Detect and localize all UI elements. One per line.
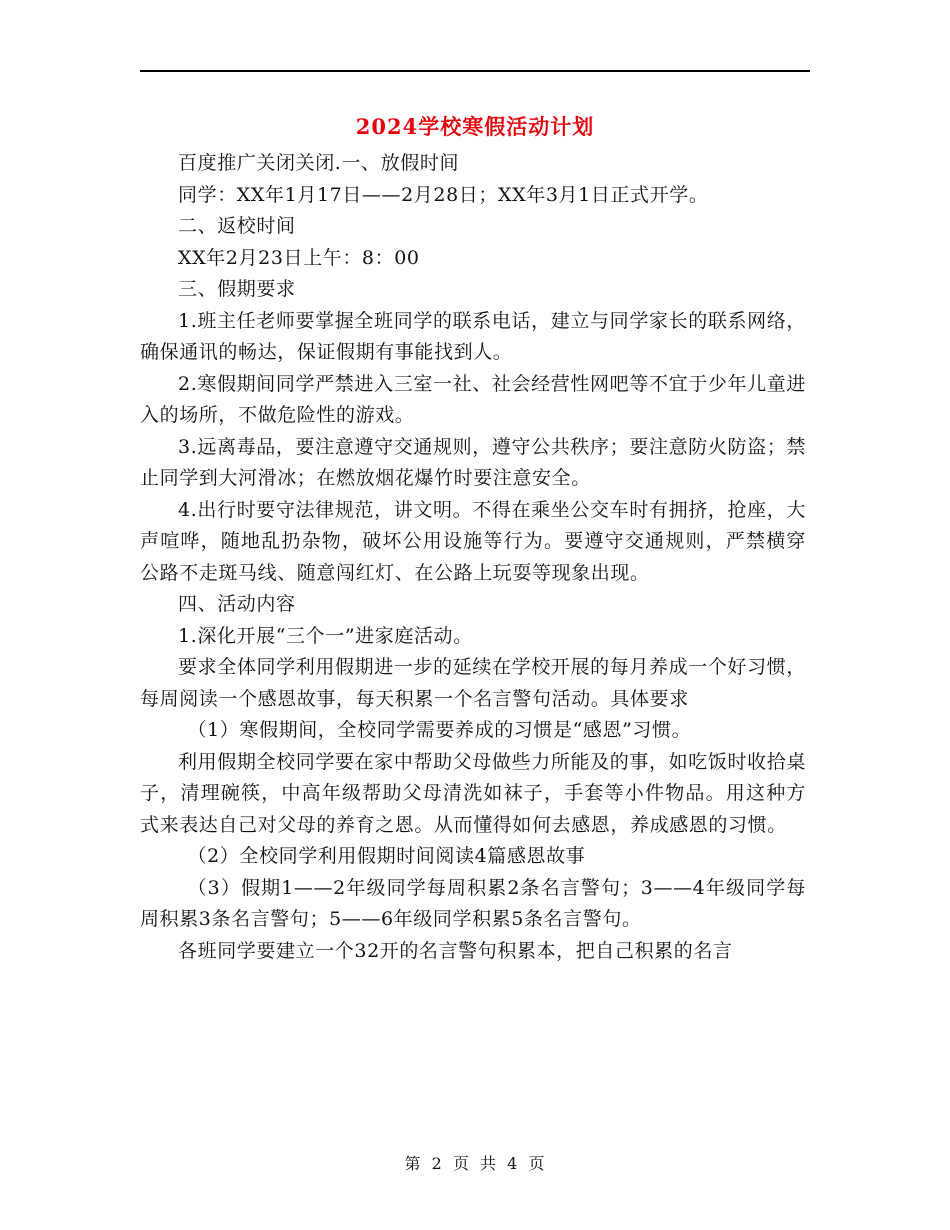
paragraph: 同学：XX年1月17日——2月28日；XX年3月1日正式开学。 — [178, 183, 709, 206]
footer-label-total: 共 — [480, 1154, 498, 1173]
paragraph: 二、返校时间 — [178, 215, 296, 237]
footer-label-page: 页 — [452, 1154, 470, 1173]
paragraph: 1.班主任老师要掌握全班同学的联系电话，建立与同学家长的联系网络，确保通讯的畅达，保证假期有事能找到人。 — [140, 309, 806, 363]
total-pages-number: 4 — [507, 1154, 519, 1173]
footer-label-prefix: 第 — [404, 1154, 422, 1173]
paragraph: （1）寒假期间，全校同学需要养成的习惯是“感恩”习惯。 — [187, 719, 692, 741]
paragraph: 3.远离毒品，要注意遵守交通规则，遵守公共秩序；要注意防火防盗；禁止同学到大河滑冰；在燃放烟花爆竹时要注意安全。 — [140, 435, 806, 489]
paragraph: （3）假期1——2年级同学每周积累2条名言警句；3——4年级同学每周积累3条名言警句；5——6年级同学积累5条名言警句。 — [140, 876, 806, 930]
paragraph: 四、活动内容 — [178, 593, 296, 615]
footer-label-suffix: 页 — [528, 1154, 546, 1173]
header-rule — [140, 70, 810, 72]
paragraph: 2.寒假期间同学严禁进入三室一社、社会经营性网吧等不宜于少年儿童进入的场所，不做危险性的游戏。 — [140, 372, 806, 426]
document-body — [140, 148, 806, 967]
paragraph: 1.深化开展“三个一”进家庭活动。 — [178, 624, 473, 647]
paragraph: XX年2月23日上午：8：00 — [178, 246, 420, 269]
document-title: 2024学校寒假活动计划 — [355, 114, 595, 139]
paragraph: 百度推广关闭关闭.一、放假时间 — [178, 152, 460, 174]
paragraph: 三、假期要求 — [178, 278, 296, 300]
paragraph: 各班同学要建立一个32开的名言警句积累本，把自己积累的名言 — [178, 939, 733, 962]
paragraph: 4.出行时要守法律规范，讲文明。不得在乘坐公交车时有拥挤，抢座，大声喧哗，随地乱扔杂物，破坏公用设施等行为。要遵守交通规则，严禁横穿公路不走斑马线、随意闯红灯、在公路上玩耍等现象出现。 — [140, 498, 806, 584]
current-page-number: 2 — [431, 1154, 443, 1173]
page-footer — [0, 1152, 950, 1176]
paragraph: 利用假期全校同学要在家中帮助父母做些力所能及的事，如吃饭时收拾桌子，清理碗筷，中高年级帮助父母清洗如袜子，手套等小件物品。用这种方式来表达自己对父母的养育之恩。从而懂得如何去感恩，养成感恩的习惯。 — [140, 750, 806, 836]
paragraph: 要求全体同学利用假期进一步的延续在学校开展的每月养成一个好习惯，每周阅读一个感恩故事，每天积累一个名言警句活动。具体要求 — [140, 656, 806, 710]
paragraph: （2）全校同学利用假期时间阅读4篇感恩故事 — [187, 845, 586, 867]
